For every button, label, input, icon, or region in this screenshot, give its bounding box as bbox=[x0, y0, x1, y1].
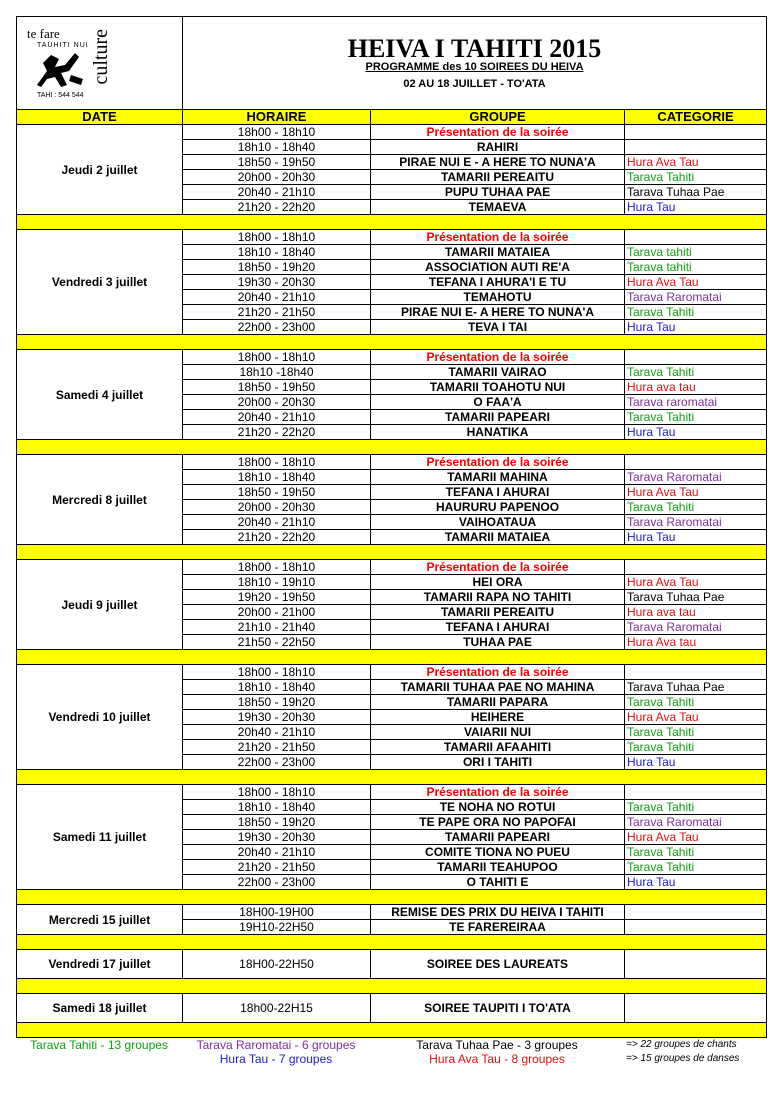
day-date: Vendredi 10 juillet bbox=[17, 665, 183, 770]
slot-category: Tarava Tuhaa Pae bbox=[625, 590, 767, 605]
schedule-row bbox=[17, 560, 767, 575]
slot-category: Tarava tahiti bbox=[625, 260, 767, 275]
slot-group: TUHAA PAE bbox=[371, 635, 625, 650]
slot-category: Tarava Tahiti bbox=[625, 365, 767, 380]
slot-category: Tarava Tahiti bbox=[625, 860, 767, 875]
dancer-icon bbox=[31, 45, 87, 89]
column-header-groupe: GROUPE bbox=[371, 110, 625, 125]
legend-table bbox=[16, 1038, 766, 1066]
slot-category: Hura Ava tau bbox=[625, 635, 767, 650]
day-separator bbox=[17, 1023, 767, 1038]
slot-group: Présentation de la soirée bbox=[371, 125, 625, 140]
legend-tarava-tuhaa-pae: Tarava Tuhaa Pae - 3 groupes bbox=[416, 1038, 578, 1052]
slot-group: ASSOCIATION AUTI RE'A bbox=[371, 260, 625, 275]
slot-category bbox=[625, 665, 767, 680]
slot-time: 19h30 - 20h30 bbox=[183, 275, 371, 290]
schedule-row bbox=[17, 950, 767, 979]
slot-time: 22h00 - 23h00 bbox=[183, 755, 371, 770]
slot-group: HANATIKA bbox=[371, 425, 625, 440]
slot-category: Tarava Tahiti bbox=[625, 305, 767, 320]
slot-time: 21h20 - 22h20 bbox=[183, 200, 371, 215]
slot-category: Tarava tahiti bbox=[625, 245, 767, 260]
slot-group: TAMARII PAPARA bbox=[371, 695, 625, 710]
slot-group: TAMARII PAPEARI bbox=[371, 410, 625, 425]
slot-category: Tarava Tahiti bbox=[625, 725, 767, 740]
separator-cell bbox=[17, 979, 767, 994]
slot-time: 18H00-19H00 bbox=[183, 905, 371, 920]
schedule-row bbox=[17, 785, 767, 800]
slot-category bbox=[625, 350, 767, 365]
slot-category bbox=[625, 994, 767, 1023]
slot-time: 18h10 - 18h40 bbox=[183, 470, 371, 485]
slot-group: TAMARII MATAIEA bbox=[371, 530, 625, 545]
slot-group: Présentation de la soirée bbox=[371, 785, 625, 800]
schedule-row bbox=[17, 905, 767, 920]
slot-category: Hura ava tau bbox=[625, 380, 767, 395]
slot-group: Présentation de la soirée bbox=[371, 455, 625, 470]
slot-time: 22h00 - 23h00 bbox=[183, 875, 371, 890]
slot-time: 20h00 - 21h00 bbox=[183, 605, 371, 620]
slot-group: TEVA I TAI bbox=[371, 320, 625, 335]
day-date: Samedi 18 juillet bbox=[17, 994, 183, 1023]
slot-group: VAIHOATAUA bbox=[371, 515, 625, 530]
slot-category: Hura Tau bbox=[625, 200, 767, 215]
day-date: Vendredi 3 juillet bbox=[17, 230, 183, 335]
title-cell bbox=[183, 17, 767, 110]
slot-group: TEFANA I AHURAI bbox=[371, 620, 625, 635]
slot-group: RAHIRI bbox=[371, 140, 625, 155]
schedule-row bbox=[17, 665, 767, 680]
separator-cell bbox=[17, 545, 767, 560]
slot-time: 19h30 - 20h30 bbox=[183, 830, 371, 845]
slot-category: Hura Ava Tau bbox=[625, 155, 767, 170]
schedule-row bbox=[17, 994, 767, 1023]
slot-time: 22h00 - 23h00 bbox=[183, 320, 371, 335]
slot-category: Hura Ava Tau bbox=[625, 710, 767, 725]
legend-tarava-raromatai: Tarava Raromatai - 6 groupes bbox=[196, 1038, 356, 1052]
slot-time: 21h20 - 22h20 bbox=[183, 530, 371, 545]
slot-category bbox=[625, 455, 767, 470]
slot-time: 18h00 - 18h10 bbox=[183, 455, 371, 470]
slot-time: 18h00-22H15 bbox=[183, 994, 371, 1023]
slot-time: 18H00-22H50 bbox=[183, 950, 371, 979]
slot-group: SOIREE TAUPITI I TO'ATA bbox=[371, 994, 625, 1023]
day-separator bbox=[17, 770, 767, 785]
slot-time: 18h10 - 19h10 bbox=[183, 575, 371, 590]
slot-category: Tarava Tahiti bbox=[625, 845, 767, 860]
schedule-row bbox=[17, 455, 767, 470]
column-header-horaire: HORAIRE bbox=[183, 110, 371, 125]
slot-time: 21h50 - 22h50 bbox=[183, 635, 371, 650]
separator-cell bbox=[17, 440, 767, 455]
day-date: Jeudi 2 juillet bbox=[17, 125, 183, 215]
logo-text-sub: TAUHITI NUI bbox=[37, 42, 89, 49]
slot-group: TAMARII TOAHOTU NUI bbox=[371, 380, 625, 395]
slot-group: TEMAEVA bbox=[371, 200, 625, 215]
slot-category bbox=[625, 920, 767, 935]
slot-group: TAMARII TEAHUPOO bbox=[371, 860, 625, 875]
slot-group: TAMARII PEREAITU bbox=[371, 605, 625, 620]
slot-group: HEI ORA bbox=[371, 575, 625, 590]
slot-time: 19h20 - 19h50 bbox=[183, 590, 371, 605]
logo-text-tel: TAHI : 544 544 bbox=[37, 92, 84, 99]
slot-group: SOIREE DES LAUREATS bbox=[371, 950, 625, 979]
separator-cell bbox=[17, 650, 767, 665]
slot-category: Tarava Tuhaa Pae bbox=[625, 680, 767, 695]
slot-category bbox=[625, 950, 767, 979]
legend-danses-total: => 15 groupes de danses bbox=[626, 1053, 740, 1064]
day-date: Mercredi 15 juillet bbox=[17, 905, 183, 935]
slot-time: 21h10 - 21h40 bbox=[183, 620, 371, 635]
slot-category: Tarava Tahiti bbox=[625, 740, 767, 755]
slot-category: Hura Tau bbox=[625, 530, 767, 545]
column-header-row bbox=[17, 110, 767, 125]
slot-time: 18h10 - 18h40 bbox=[183, 800, 371, 815]
slot-time: 18h00 - 18h10 bbox=[183, 665, 371, 680]
legend-chants-total: => 22 groupes de chants bbox=[626, 1039, 737, 1050]
slot-time: 20h40 - 21h10 bbox=[183, 725, 371, 740]
slot-category bbox=[625, 125, 767, 140]
slot-time: 19h30 - 20h30 bbox=[183, 710, 371, 725]
slot-category bbox=[625, 560, 767, 575]
slot-group: Présentation de la soirée bbox=[371, 350, 625, 365]
day-separator bbox=[17, 979, 767, 994]
slot-group: TAMARII MAHINA bbox=[371, 470, 625, 485]
program-sheet bbox=[16, 16, 766, 1066]
day-separator bbox=[17, 215, 767, 230]
slot-category: Tarava Tahiti bbox=[625, 410, 767, 425]
slot-time: 18h00 - 18h10 bbox=[183, 785, 371, 800]
slot-group: Présentation de la soirée bbox=[371, 560, 625, 575]
day-date: Jeudi 9 juillet bbox=[17, 560, 183, 650]
slot-category: Tarava Tahiti bbox=[625, 695, 767, 710]
slot-group: REMISE DES PRIX DU HEIVA I TAHITI bbox=[371, 905, 625, 920]
logo-cell bbox=[17, 17, 183, 110]
day-separator bbox=[17, 935, 767, 950]
slot-time: 20h40 - 21h10 bbox=[183, 185, 371, 200]
legend-row-chants bbox=[16, 1038, 766, 1052]
slot-time: 21h20 - 21h50 bbox=[183, 305, 371, 320]
slot-category: Hura Ava Tau bbox=[625, 830, 767, 845]
day-date: Vendredi 17 juillet bbox=[17, 950, 183, 979]
slot-category: Tarava Tahiti bbox=[625, 170, 767, 185]
slot-time: 18h50 - 19h20 bbox=[183, 815, 371, 830]
slot-time: 18h50 - 19h50 bbox=[183, 485, 371, 500]
slot-category: Tarava Raromatai bbox=[625, 815, 767, 830]
slot-group: Présentation de la soirée bbox=[371, 230, 625, 245]
slot-group: HEIHERE bbox=[371, 710, 625, 725]
slot-category: Tarava Raromatai bbox=[625, 620, 767, 635]
slot-time: 21h20 - 21h50 bbox=[183, 860, 371, 875]
slot-time: 21h20 - 21h50 bbox=[183, 740, 371, 755]
day-separator bbox=[17, 545, 767, 560]
slot-time: 20h40 - 21h10 bbox=[183, 845, 371, 860]
separator-cell bbox=[17, 1023, 767, 1038]
slot-category: Hura Tau bbox=[625, 425, 767, 440]
slot-time: 18h10 - 18h40 bbox=[183, 140, 371, 155]
slot-category bbox=[625, 230, 767, 245]
day-separator bbox=[17, 650, 767, 665]
slot-group: O TAHITI E bbox=[371, 875, 625, 890]
legend-hura-ava-tau: Hura Ava Tau - 8 groupes bbox=[429, 1052, 565, 1066]
separator-cell bbox=[17, 770, 767, 785]
slot-category: Tarava Raromatai bbox=[625, 515, 767, 530]
slot-group: PUPU TUHAA PAE bbox=[371, 185, 625, 200]
logo-text-top: te fare bbox=[27, 26, 60, 41]
slot-group: TAMARII RAPA NO TAHITI bbox=[371, 590, 625, 605]
slot-category bbox=[625, 140, 767, 155]
slot-category bbox=[625, 905, 767, 920]
separator-cell bbox=[17, 335, 767, 350]
slot-category: Hura ava tau bbox=[625, 605, 767, 620]
slot-time: 18h50 - 19h20 bbox=[183, 695, 371, 710]
slot-group: PIRAE NUI E- A HERE TO NUNA'A bbox=[371, 305, 625, 320]
day-date: Mercredi 8 juillet bbox=[17, 455, 183, 545]
slot-time: 18h50 - 19h50 bbox=[183, 155, 371, 170]
legend-tarava-tahiti: Tarava Tahiti - 13 groupes bbox=[30, 1038, 168, 1052]
logo-text-vertical: culture bbox=[90, 29, 112, 85]
slot-group: TE NOHA NO ROTUI bbox=[371, 800, 625, 815]
separator-cell bbox=[17, 890, 767, 905]
slot-group: HAURURU PAPENOO bbox=[371, 500, 625, 515]
page-dates: 02 AU 18 JUILLET - TO'ATA bbox=[403, 77, 546, 90]
slot-category: Tarava raromatai bbox=[625, 395, 767, 410]
separator-cell bbox=[17, 935, 767, 950]
day-separator bbox=[17, 890, 767, 905]
slot-group: PIRAE NUI E - A HERE TO NUNA'A bbox=[371, 155, 625, 170]
day-date: Samedi 4 juillet bbox=[17, 350, 183, 440]
slot-time: 20h00 - 20h30 bbox=[183, 395, 371, 410]
schedule-row bbox=[17, 350, 767, 365]
schedule-row bbox=[17, 125, 767, 140]
slot-group: Présentation de la soirée bbox=[371, 665, 625, 680]
slot-group: TE FAREREIRAA bbox=[371, 920, 625, 935]
slot-group: TAMARII AFAAHITI bbox=[371, 740, 625, 755]
separator-cell bbox=[17, 215, 767, 230]
slot-time: 20h00 - 20h30 bbox=[183, 500, 371, 515]
column-header-categorie: CATEGORIE bbox=[625, 110, 767, 125]
slot-time: 18h00 - 18h10 bbox=[183, 560, 371, 575]
slot-category: Tarava Tahiti bbox=[625, 800, 767, 815]
day-separator bbox=[17, 335, 767, 350]
slot-group: O FAA'A bbox=[371, 395, 625, 410]
slot-time: 19H10-22H50 bbox=[183, 920, 371, 935]
slot-group: TAMARII PAPEARI bbox=[371, 830, 625, 845]
slot-group: TAMARII PEREAITU bbox=[371, 170, 625, 185]
slot-group: TE PAPE ORA NO PAPOFAI bbox=[371, 815, 625, 830]
slot-category: Hura Ava Tau bbox=[625, 485, 767, 500]
slot-group: TEMAHOTU bbox=[371, 290, 625, 305]
slot-time: 18h00 - 18h10 bbox=[183, 350, 371, 365]
program-table bbox=[16, 16, 767, 1038]
slot-time: 18h10 - 18h40 bbox=[183, 245, 371, 260]
slot-time: 20h00 - 20h30 bbox=[183, 170, 371, 185]
slot-time: 21h20 - 22h20 bbox=[183, 425, 371, 440]
slot-category: Tarava Raromatai bbox=[625, 470, 767, 485]
slot-time: 18h10 -18h40 bbox=[183, 365, 371, 380]
slot-time: 20h40 - 21h10 bbox=[183, 410, 371, 425]
slot-category: Hura Ava Tau bbox=[625, 575, 767, 590]
slot-category: Tarava Tahiti bbox=[625, 500, 767, 515]
slot-group: TAMARII TUHAA PAE NO MAHINA bbox=[371, 680, 625, 695]
page-title: HEIVA I TAHITI 2015 bbox=[347, 33, 602, 63]
slot-group: COMITE TIONA NO PUEU bbox=[371, 845, 625, 860]
slot-group: TEFANA I AHURA'I E TU bbox=[371, 275, 625, 290]
slot-group: VAIARII NUI bbox=[371, 725, 625, 740]
te-fare-culture-logo bbox=[21, 27, 169, 99]
slot-category: Tarava Tuhaa Pae bbox=[625, 185, 767, 200]
slot-category: Hura Ava Tau bbox=[625, 275, 767, 290]
slot-group: TAMARII MATAIEA bbox=[371, 245, 625, 260]
slot-group: ORI I TAHITI bbox=[371, 755, 625, 770]
legend-empty bbox=[16, 1052, 182, 1066]
legend-hura-tau: Hura Tau - 7 groupes bbox=[219, 1052, 333, 1066]
slot-category: Tarava Raromatai bbox=[625, 290, 767, 305]
slot-group: TEFANA I AHURAI bbox=[371, 485, 625, 500]
slot-group: TAMARII VAIRAO bbox=[371, 365, 625, 380]
day-separator bbox=[17, 440, 767, 455]
slot-time: 18h00 - 18h10 bbox=[183, 125, 371, 140]
slot-time: 18h00 - 18h10 bbox=[183, 230, 371, 245]
slot-category: Hura Tau bbox=[625, 320, 767, 335]
slot-time: 18h50 - 19h50 bbox=[183, 380, 371, 395]
slot-time: 20h40 - 21h10 bbox=[183, 515, 371, 530]
column-header-date: DATE bbox=[17, 110, 183, 125]
legend-row-danses bbox=[16, 1052, 766, 1066]
slot-time: 20h40 - 21h10 bbox=[183, 290, 371, 305]
slot-category: Hura Tau bbox=[625, 875, 767, 890]
slot-time: 18h10 - 18h40 bbox=[183, 680, 371, 695]
schedule-row bbox=[17, 230, 767, 245]
slot-category: Hura Tau bbox=[625, 755, 767, 770]
day-date: Samedi 11 juillet bbox=[17, 785, 183, 890]
slot-time: 18h50 - 19h20 bbox=[183, 260, 371, 275]
slot-category bbox=[625, 785, 767, 800]
page-subtitle: PROGRAMME des 10 SOIREES DU HEIVA bbox=[365, 60, 584, 73]
